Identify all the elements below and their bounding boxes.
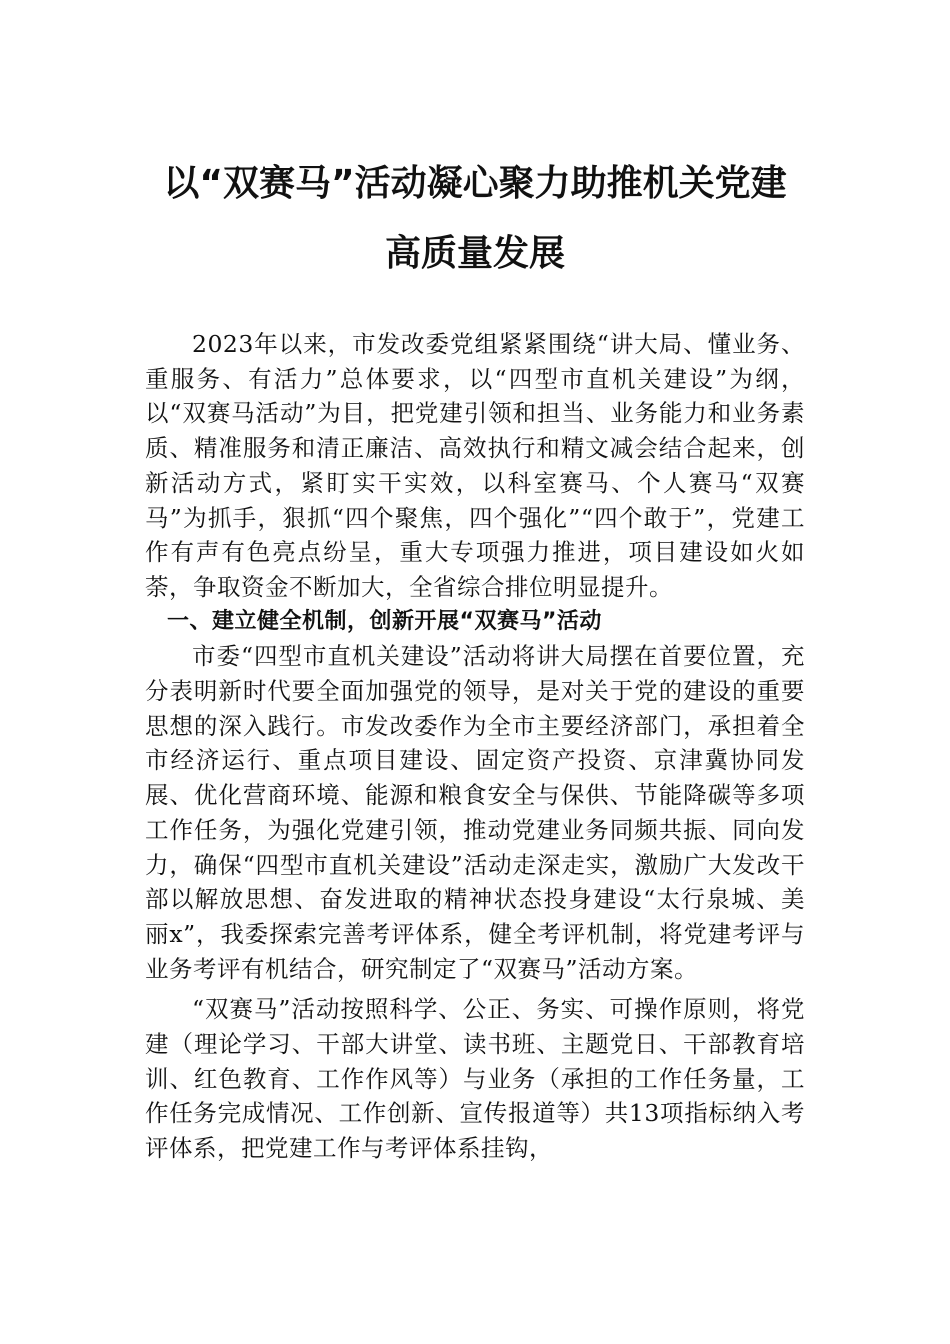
document-title-line-1: 以“双赛马”活动凝心聚力助推机关党建: [163, 163, 787, 204]
paragraph-intro: 2023年以来，市发改委党组紧紧围绕“讲大局、懂业务、重服务、有活力”总体要求，以“四型市直机关建设”为纲，以“双赛马活动”为目，把党建引领和担当、业务能力和业务素质、精准服务和清正廉洁、高效执行和精文减会结合起来，创新活动方式，紧盯实干实效，以科室赛马、个人赛马“双赛马”为抓手，狠抓“四个聚焦，四个强化”“四个敢于”，党建工作有声有色亮点纷呈，重大专项强力推进，项目建设如火如荼，争取资金不断加大，全省综合排位明显提升。: [145, 330, 805, 601]
document-body: [145, 327, 805, 1166]
paragraph-section-2: “双赛马”活动按照科学、公正、务实、可操作原则，将党建（理论学习、干部大讲堂、读书班、主题党日、干部教育培训、红色教育、工作作风等）与业务（承担的工作任务量，工作任务完成情况、工作创新、宣传报道等）共13项指标纳入考评体系，把党建工作与考评体系挂钩，: [145, 995, 805, 1163]
paragraph-section-1: 市委“四型市直机关建设”活动将讲大局摆在首要位置，充分表明新时代要全面加强党的领导，是对关于党的建设的重要思想的深入践行。市发改委作为全市主要经济部门，承担着全市经济运行、重点项目建设、固定资产投资、京津冀协同发展、优化营商环境、能源和粮食安全与保供、节能降碳等多项工作任务，为强化党建引领，推动党建业务同频共振、同向发力，确保“四型市直机关建设”活动走深走实，激励广大发改干部以解放思想、奋发进取的精神状态投身建设“太行泉城、美丽x”，我委探索完善考评体系，健全考评机制，将党建考评与业务考评有机结合，研究制定了“双赛马”活动方案。: [145, 642, 805, 983]
document-title-line-2: 高质量发展: [384, 233, 565, 274]
section-heading-1: 一、建立健全机制，创新开展“双赛马”活动: [167, 608, 602, 634]
